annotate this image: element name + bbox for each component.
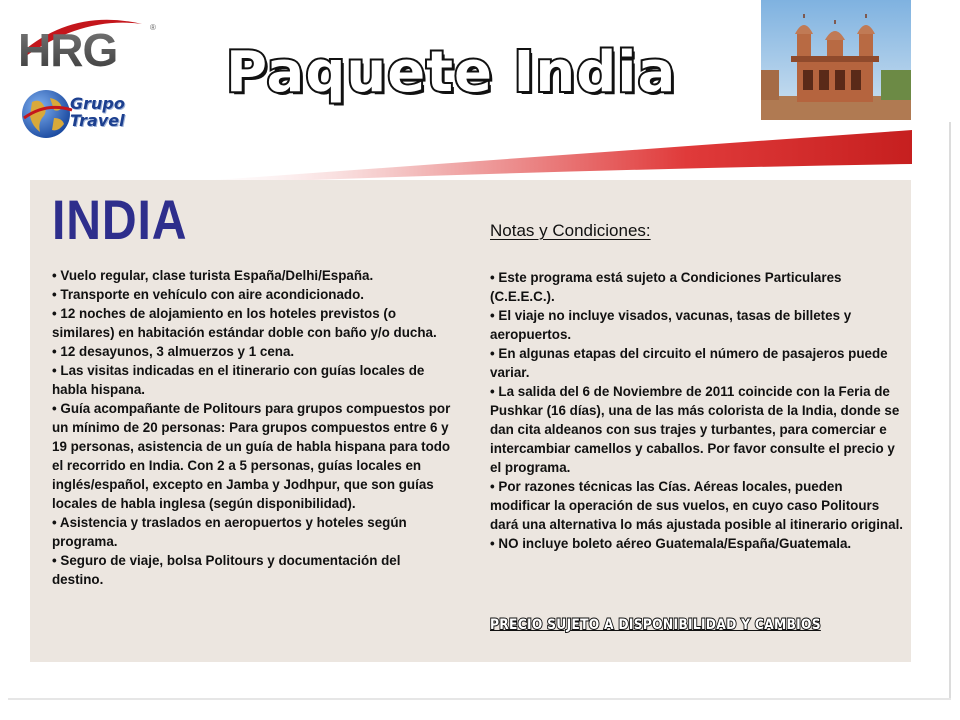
svg-text:®: ®	[150, 23, 156, 32]
fort-palace-photo	[761, 0, 911, 120]
condition-item: • La salida del 6 de Noviembre de 2011 coincide con la Feria de Pushkar (16 días), una de las más colorista de la India, donde se dan cita aldeanos con sus trajes y turbantes, para comerciar e intercambiar camellos y caballos. Por favor consulte el precio y el programa.	[490, 384, 900, 475]
hrg-logo-text: HRG	[18, 24, 118, 72]
hrg-logo	[14, 14, 164, 72]
condition-item: • El viaje no incluye visados, vacunas, tasas de billetes y aeropuertos.	[490, 308, 852, 342]
grupo-travel-line2: Travel	[70, 111, 125, 130]
included-item: • Transporte en vehículo con aire acondicionado.	[52, 287, 364, 302]
condition-item: • En algunas etapas del circuito el número de pasajeros puede variar.	[490, 346, 888, 380]
condition-item: • Este programa está sujeto a Condiciones Particulares (C.E.E.C.).	[490, 270, 842, 304]
included-item: • Las visitas indicadas en el itinerario con guías locales de habla hispana.	[52, 363, 425, 397]
india-heading: INDIA	[52, 188, 188, 251]
notes-heading: Notas y Condiciones:	[490, 221, 651, 240]
condition-item: • Por razones técnicas las Cías. Aéreas locales, pueden modificar la operación de sus vuelos, en cuyo caso Politours dará una alternativa lo más ajustada posible al itinerario original.	[490, 479, 904, 532]
included-item: • 12 noches de alojamiento en los hoteles previstos (o similares) en habitación estándar doble con baño y/o ducha.	[52, 306, 437, 340]
page-title: Paquete India	[226, 40, 677, 105]
price-availability-note: PRECIO SUJETO A DISPONIBILIDAD Y CAMBIOS	[490, 617, 821, 633]
condition-item: • NO incluye boleto aéreo Guatemala/España/Guatemala.	[490, 536, 852, 551]
included-list	[52, 266, 452, 589]
included-item: • Guía acompañante de Politours para grupos compuestos por un mínimo de 20 personas: Para grupos compuestos entre 6 y 19 personas, asistencia de un guía de habla hispana para todo el recorrido en India. Con 2 a 5 personas, guías locales en inglés/español, excepto en Jamba y Jodhpur, que son guías locales de habla inglesa (según disponibilidad).	[52, 401, 451, 511]
grupo-travel-line1: Grupo	[70, 94, 125, 113]
included-item: • Asistencia y traslados en aeropuertos y hoteles según programa.	[52, 515, 407, 549]
right-edge-line	[949, 122, 951, 700]
conditions-list	[490, 268, 906, 553]
included-item: • Seguro de viaje, bolsa Politours y documentación del destino.	[52, 553, 401, 587]
included-item: • Vuelo regular, clase turista España/Delhi/España.	[52, 268, 374, 283]
bottom-edge-line	[8, 698, 951, 700]
grupo-travel-logo-text	[70, 95, 125, 129]
red-swoosh-decoration	[160, 118, 920, 188]
included-item: • 12 desayunos, 3 almuerzos y 1 cena.	[52, 344, 295, 359]
